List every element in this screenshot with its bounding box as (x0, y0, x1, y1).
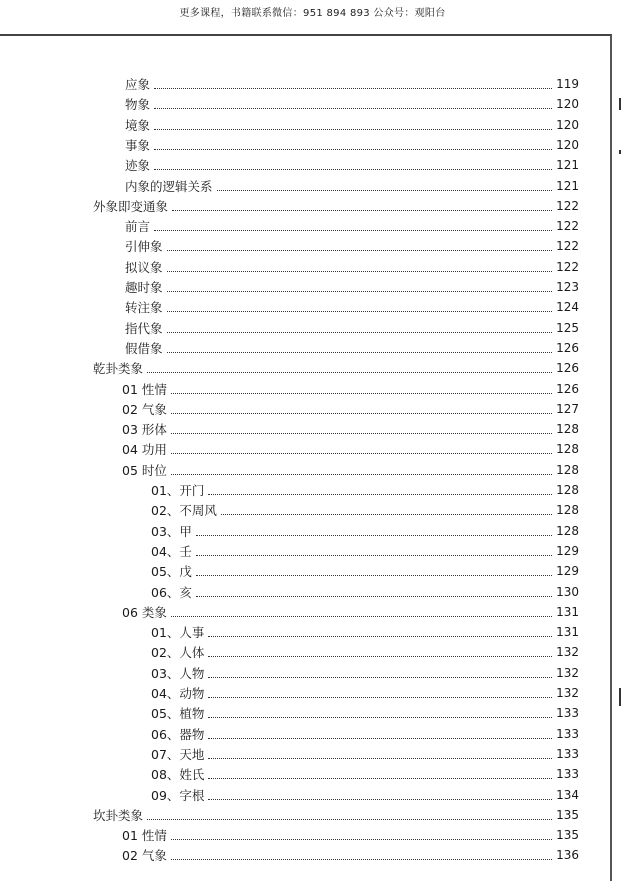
toc-entry-page: 120 (556, 117, 579, 132)
toc-entry (151, 582, 579, 602)
toc-leader-dots (147, 818, 552, 820)
toc-entry (151, 500, 579, 520)
page-header: 更多课程，书籍联系微信：951 894 893 公众号：观阳台 (179, 8, 446, 19)
toc-entry (122, 602, 579, 622)
toc-entry (122, 419, 579, 439)
toc-leader-dots (154, 148, 552, 150)
toc-entry-title: 指代象 (125, 320, 163, 336)
toc-entry-page: 119 (556, 77, 579, 91)
toc-entry-title: 境象 (125, 117, 151, 133)
toc-leader-dots (208, 716, 552, 718)
toc-leader-dots (208, 757, 552, 759)
toc-entry-title: 02、不周风 (151, 503, 217, 519)
toc-entry-page: 128 (556, 462, 579, 477)
toc-entry (151, 785, 579, 805)
toc-entry-page: 128 (556, 442, 579, 457)
toc-entry (122, 825, 579, 845)
toc-entry (125, 297, 579, 317)
scan-edge-mark (619, 688, 621, 706)
toc-entry-title: 引伸象 (125, 239, 163, 255)
toc-entry-title: 03、甲 (151, 523, 192, 539)
toc-leader-dots (167, 249, 553, 251)
toc-leader-dots (171, 858, 552, 860)
toc-entry-page: 133 (556, 746, 579, 761)
toc-entry (151, 683, 579, 703)
toc-leader-dots (154, 128, 552, 130)
toc-leader-dots (154, 87, 552, 89)
toc-entry (151, 622, 579, 642)
toc-leader-dots (154, 229, 552, 231)
toc-leader-dots (171, 412, 552, 414)
toc-entry (93, 805, 579, 825)
toc-entry (125, 74, 579, 94)
toc-entry (125, 216, 579, 236)
toc-entry-title: 乾卦类象 (93, 361, 144, 377)
toc-entry-page: 135 (556, 828, 579, 843)
toc-entry-title: 应象 (125, 77, 151, 92)
toc-entry (125, 338, 579, 358)
toc-leader-dots (196, 574, 552, 576)
toc-leader-dots (196, 534, 552, 536)
toc-entry-title: 06、亥 (151, 584, 192, 600)
toc-entry (122, 845, 579, 865)
toc-entry-page: 133 (556, 706, 579, 721)
toc-entry (125, 318, 579, 338)
toc-entry-title: 前言 (125, 219, 151, 235)
toc-entry-page: 133 (556, 726, 579, 741)
toc-entry-title: 04、壬 (151, 543, 192, 559)
toc-leader-dots (167, 351, 553, 353)
toc-entry-page: 132 (556, 645, 579, 660)
toc-entry-title: 转注象 (125, 300, 163, 316)
toc-leader-dots (208, 737, 552, 739)
toc-entry (125, 277, 579, 297)
toc-entry-page: 133 (556, 767, 579, 782)
toc-entry-page: 123 (556, 280, 579, 294)
toc-entry (125, 94, 579, 114)
toc-leader-dots (208, 655, 552, 657)
toc-entry (125, 115, 579, 135)
toc-entry-title: 05、戊 (151, 564, 192, 580)
toc-entry (122, 439, 579, 459)
toc-leader-dots (171, 392, 552, 394)
toc-entry-title: 02、人体 (151, 645, 205, 661)
toc-entry (93, 196, 579, 216)
toc-leader-dots (196, 554, 552, 556)
toc-entry (122, 399, 579, 419)
toc-leader-dots (208, 696, 552, 698)
toc-entry-title: 01、人事 (151, 625, 205, 641)
toc-leader-dots (171, 452, 552, 454)
toc-entry-title: 事象 (125, 137, 151, 153)
toc-entry-page: 126 (556, 381, 579, 396)
toc-leader-dots (167, 290, 553, 292)
toc-entry-page: 128 (556, 503, 579, 518)
toc-entry (151, 703, 579, 723)
scan-edge-mark (619, 98, 621, 110)
toc-leader-dots (217, 189, 553, 191)
toc-entry (151, 561, 579, 581)
toc-entry-page: 132 (556, 686, 579, 700)
toc-entry-title: 06、器物 (151, 726, 205, 742)
toc-entry-page: 125 (556, 320, 579, 335)
toc-entry-title: 拟议象 (125, 259, 163, 275)
toc-entry-page: 127 (556, 401, 579, 416)
toc-entry-title: 02 气象 (122, 401, 167, 417)
toc-entry-title: 外象即变通象 (93, 198, 169, 214)
toc-leader-dots (171, 615, 552, 617)
toc-entry-page: 129 (556, 564, 579, 579)
toc-entry-title: 03 形体 (122, 422, 167, 438)
toc-entry (125, 176, 579, 196)
toc-entry-title: 08、姓氏 (151, 767, 205, 783)
toc-entry (151, 541, 579, 561)
toc-entry (125, 135, 579, 155)
toc-entry-page: 128 (556, 483, 579, 497)
toc-entry-page: 122 (556, 239, 579, 254)
toc-entry (93, 358, 579, 378)
toc-entry (151, 642, 579, 662)
toc-entry-title: 内象的逻辑关系 (125, 178, 213, 194)
toc-entry-title: 01 性情 (122, 828, 167, 844)
toc-entry-page: 135 (556, 807, 579, 822)
toc-entry (151, 480, 579, 500)
toc-leader-dots (167, 331, 553, 333)
toc-entry-page: 122 (556, 198, 579, 213)
toc-entry-page: 132 (556, 665, 579, 680)
toc-leader-dots (208, 798, 552, 800)
toc-entry-title: 趣时象 (125, 280, 163, 295)
toc-entry (151, 724, 579, 744)
toc-leader-dots (221, 513, 552, 515)
toc-leader-dots (167, 270, 553, 272)
toc-entry-page: 128 (556, 422, 579, 437)
toc-entry-title: 04、动物 (151, 686, 205, 701)
toc-entry (151, 521, 579, 541)
toc-entry-page: 121 (556, 158, 579, 173)
toc-entry-title: 01 性情 (122, 381, 167, 397)
toc-leader-dots (147, 371, 552, 373)
toc-leader-dots (171, 473, 552, 475)
toc-entry (122, 379, 579, 399)
toc-leader-dots (196, 595, 552, 597)
scan-edge-mark (619, 150, 621, 154)
toc-entry-page: 136 (556, 848, 579, 863)
toc-entry-page: 131 (556, 604, 579, 619)
toc-entry-page: 122 (556, 219, 579, 234)
toc-entry-title: 07、天地 (151, 746, 205, 762)
toc-leader-dots (208, 777, 552, 779)
toc-entry-title: 迹象 (125, 158, 151, 174)
toc-entry-page: 122 (556, 259, 579, 274)
toc-entry (125, 236, 579, 256)
toc-entry-title: 06 类象 (122, 604, 167, 620)
toc-leader-dots (208, 493, 552, 495)
toc-entry-page: 134 (556, 787, 579, 802)
toc-entry-page: 120 (556, 97, 579, 112)
toc-entry-page: 126 (556, 340, 579, 355)
toc-entry (122, 460, 579, 480)
toc-entry (151, 744, 579, 764)
toc-entry-page: 131 (556, 625, 579, 640)
toc-entry-page: 121 (556, 178, 579, 193)
toc-entry (125, 155, 579, 175)
toc-entry-title: 04 功用 (122, 442, 167, 458)
toc-entry-title: 01、开门 (151, 483, 205, 498)
toc-entry-page: 130 (556, 584, 579, 599)
toc-leader-dots (208, 635, 552, 637)
toc-entry-title: 05、植物 (151, 706, 205, 722)
toc-entry-title: 物象 (125, 97, 151, 113)
toc-entry-title: 03、人物 (151, 665, 205, 681)
toc-entry-title: 02 气象 (122, 848, 167, 864)
toc-leader-dots (171, 432, 552, 434)
toc-leader-dots (208, 676, 552, 678)
toc-entry (151, 663, 579, 683)
toc-leader-dots (171, 838, 552, 840)
toc-leader-dots (167, 310, 553, 312)
toc-entry (151, 764, 579, 784)
toc-entry (125, 257, 579, 277)
toc-entry-title: 05 时位 (122, 462, 167, 478)
toc-leader-dots (154, 168, 552, 170)
toc-entry-page: 126 (556, 361, 579, 376)
toc-entry-page: 129 (556, 543, 579, 558)
toc-leader-dots (154, 107, 552, 109)
toc-entry-page: 124 (556, 300, 579, 315)
toc-entry-title: 09、字根 (151, 787, 205, 803)
toc-entry-page: 128 (556, 523, 579, 538)
toc-entry-title: 假借象 (125, 340, 163, 356)
toc-entry-title: 坎卦类象 (93, 807, 144, 823)
toc-entry-page: 120 (556, 137, 579, 152)
toc-leader-dots (172, 209, 552, 211)
